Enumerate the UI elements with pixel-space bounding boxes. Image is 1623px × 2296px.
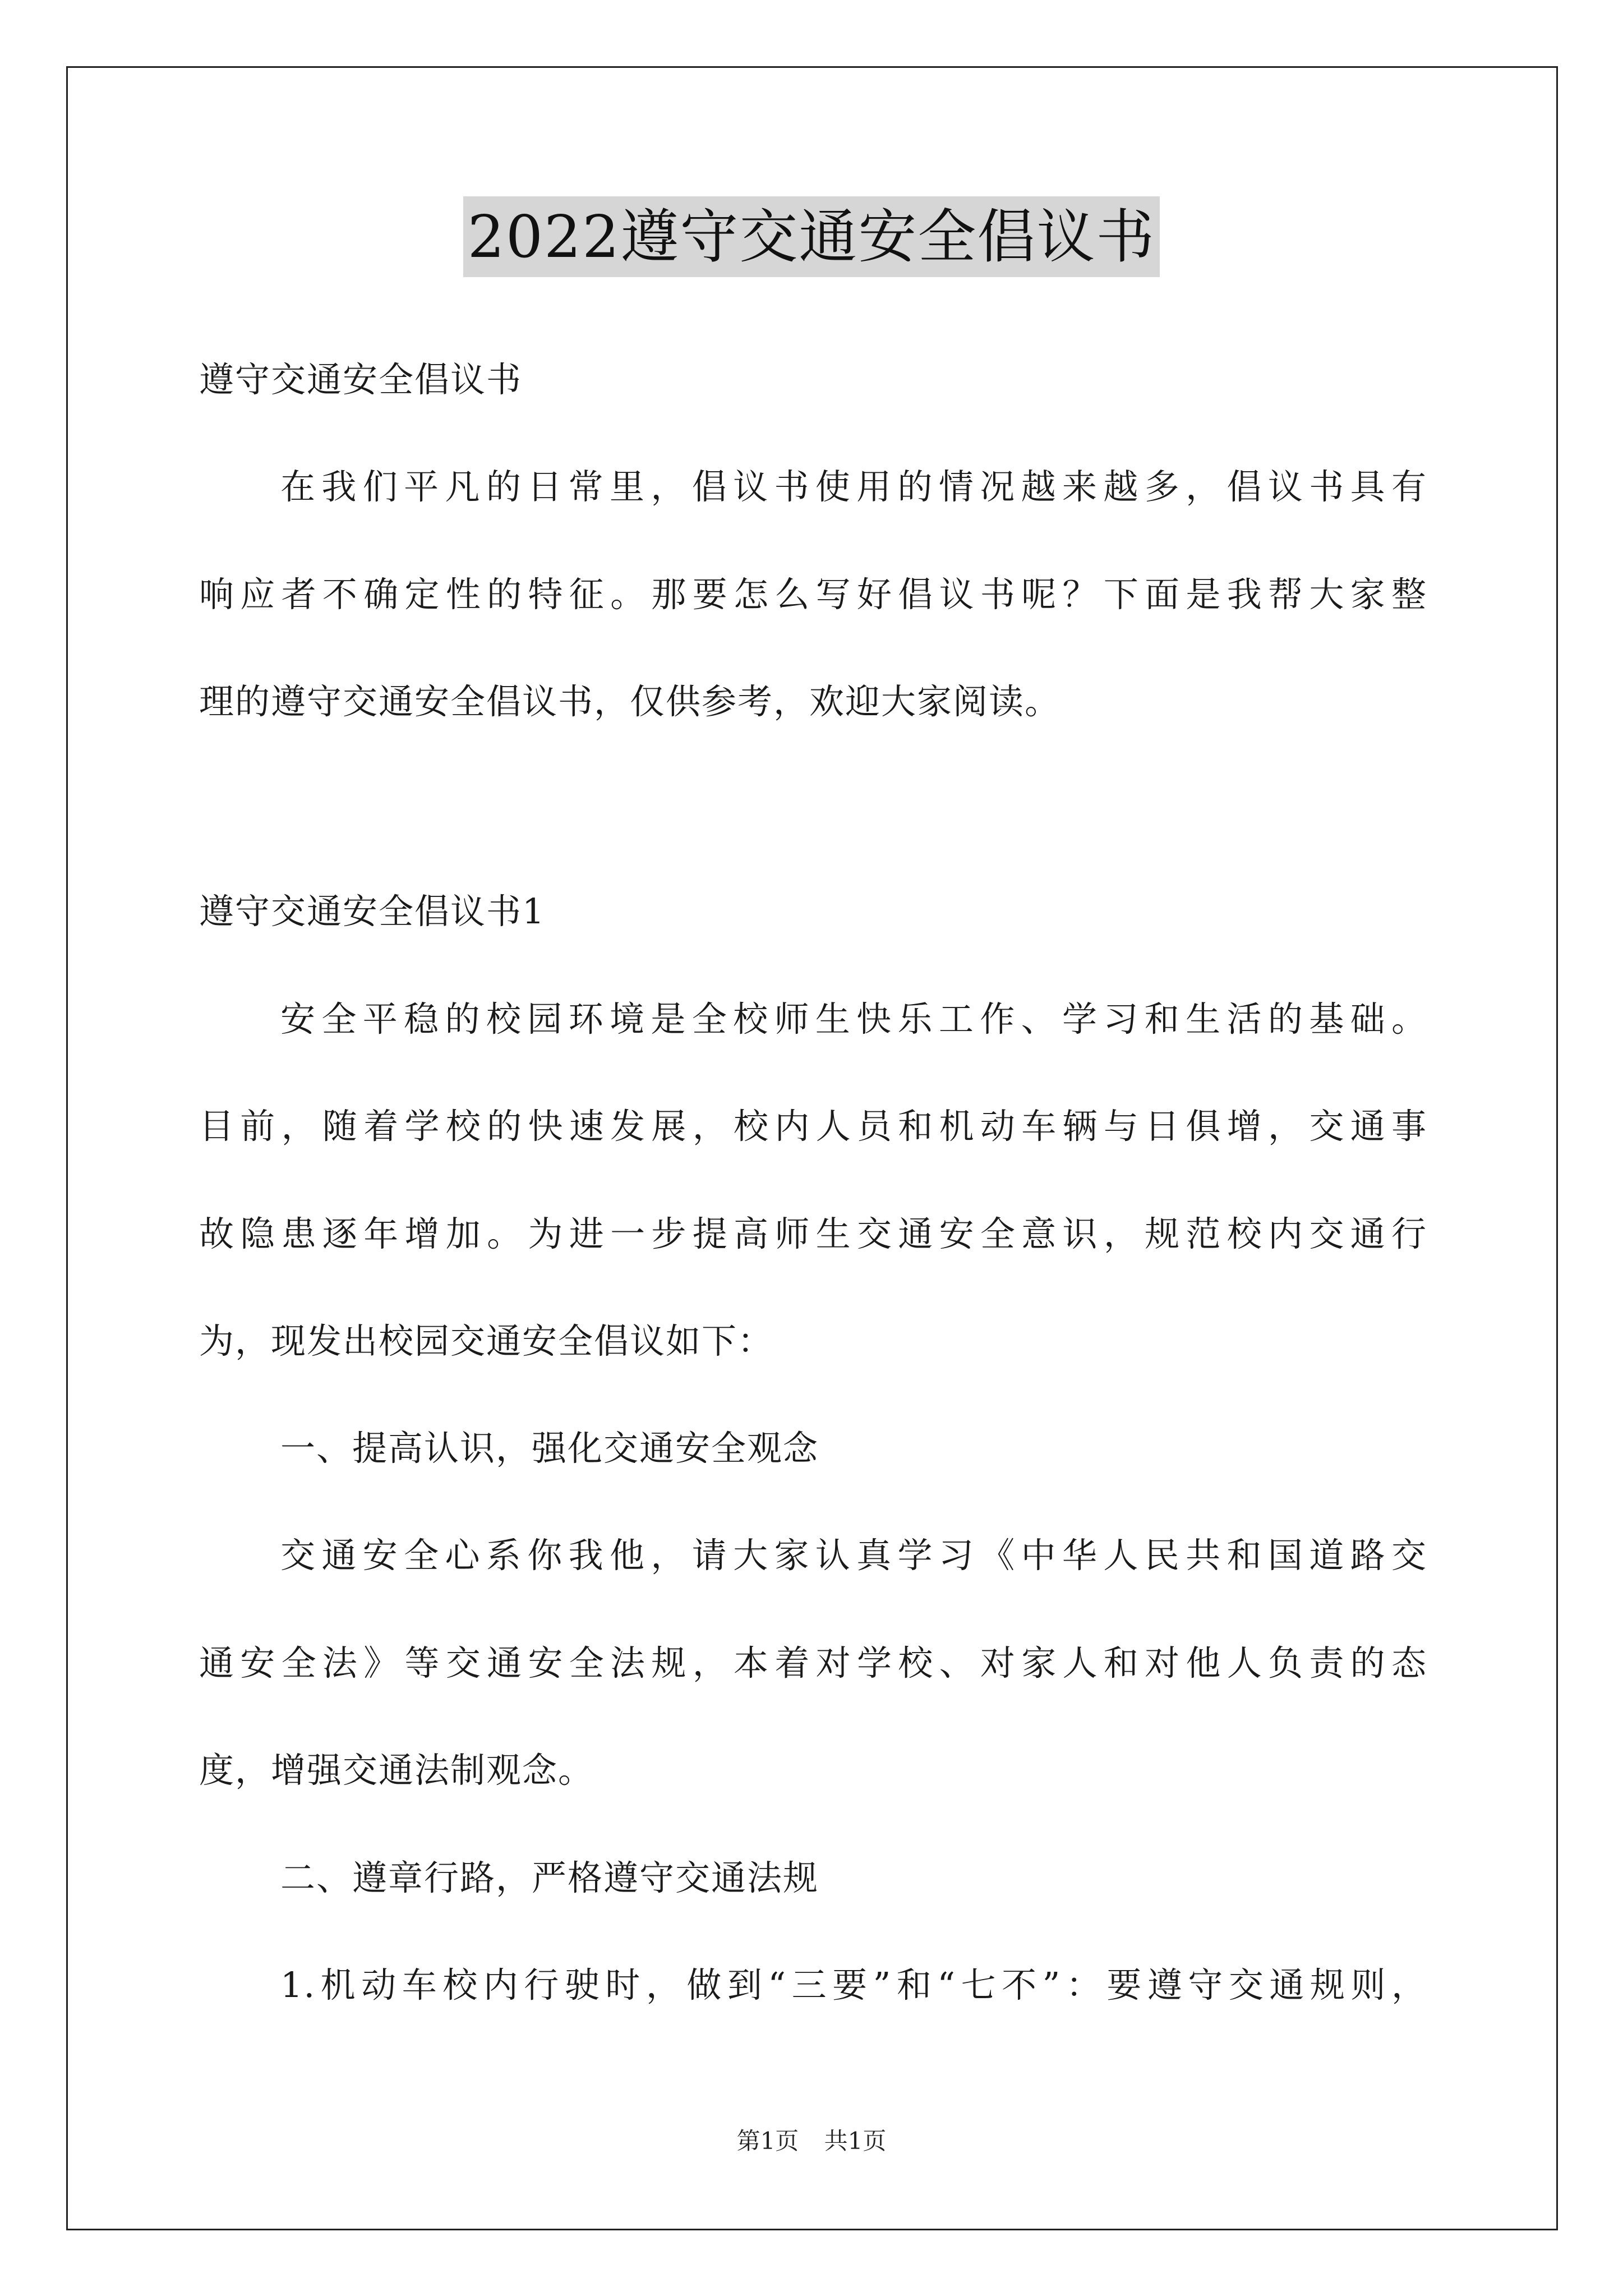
title-container xyxy=(0,196,1623,277)
paragraph-line: 在我们平凡的日常里，倡议书使用的情况越来越多，倡议书具有 xyxy=(280,466,1427,507)
page-total: 共1页 xyxy=(824,2127,887,2155)
subheading: 遵守交通安全倡议书 xyxy=(199,359,523,400)
subheading: 遵守交通安全倡议书1 xyxy=(199,891,546,932)
document-title: 2022遵守交通安全倡议书 xyxy=(463,196,1160,277)
paragraph-line: 理的遵守交通安全倡议书，仅供参考，欢迎大家阅读。 xyxy=(199,681,1061,722)
page-footer xyxy=(0,2127,1623,2155)
paragraph-line: 度，增强交通法制观念。 xyxy=(199,1750,594,1791)
paragraph-line: 安全平稳的校园环境是全校师生快乐工作、学习和生活的基础。 xyxy=(280,999,1427,1039)
paragraph-line: 目前，随着学校的快速发展，校内人员和机动车辆与日俱增，交通事 xyxy=(199,1106,1427,1147)
paragraph-line: 故隐患逐年增加。为进一步提高师生交通安全意识，规范校内交通行 xyxy=(199,1213,1427,1254)
section-heading: 二、遵章行路，严格遵守交通法规 xyxy=(280,1857,819,1898)
paragraph-line: 为，现发出校园交通安全倡议如下： xyxy=(199,1320,774,1361)
paragraph-line: 通安全法》等交通安全法规，本着对学校、对家人和对他人负责的态 xyxy=(199,1642,1427,1683)
section-heading: 一、提高认识，强化交通安全观念 xyxy=(280,1428,819,1469)
paragraph-line: 交通安全心系你我他，请大家认真学习《中华人民共和国道路交 xyxy=(280,1535,1427,1576)
paragraph-line: 1.机动车校内行驶时，做到“三要”和“七不”：要遵守交通规则， xyxy=(280,1964,1427,2005)
paragraph-line: 响应者不确定性的特征。那要怎么写好倡议书呢？下面是我帮大家整 xyxy=(199,574,1427,615)
page-number: 第1页 xyxy=(736,2127,799,2155)
